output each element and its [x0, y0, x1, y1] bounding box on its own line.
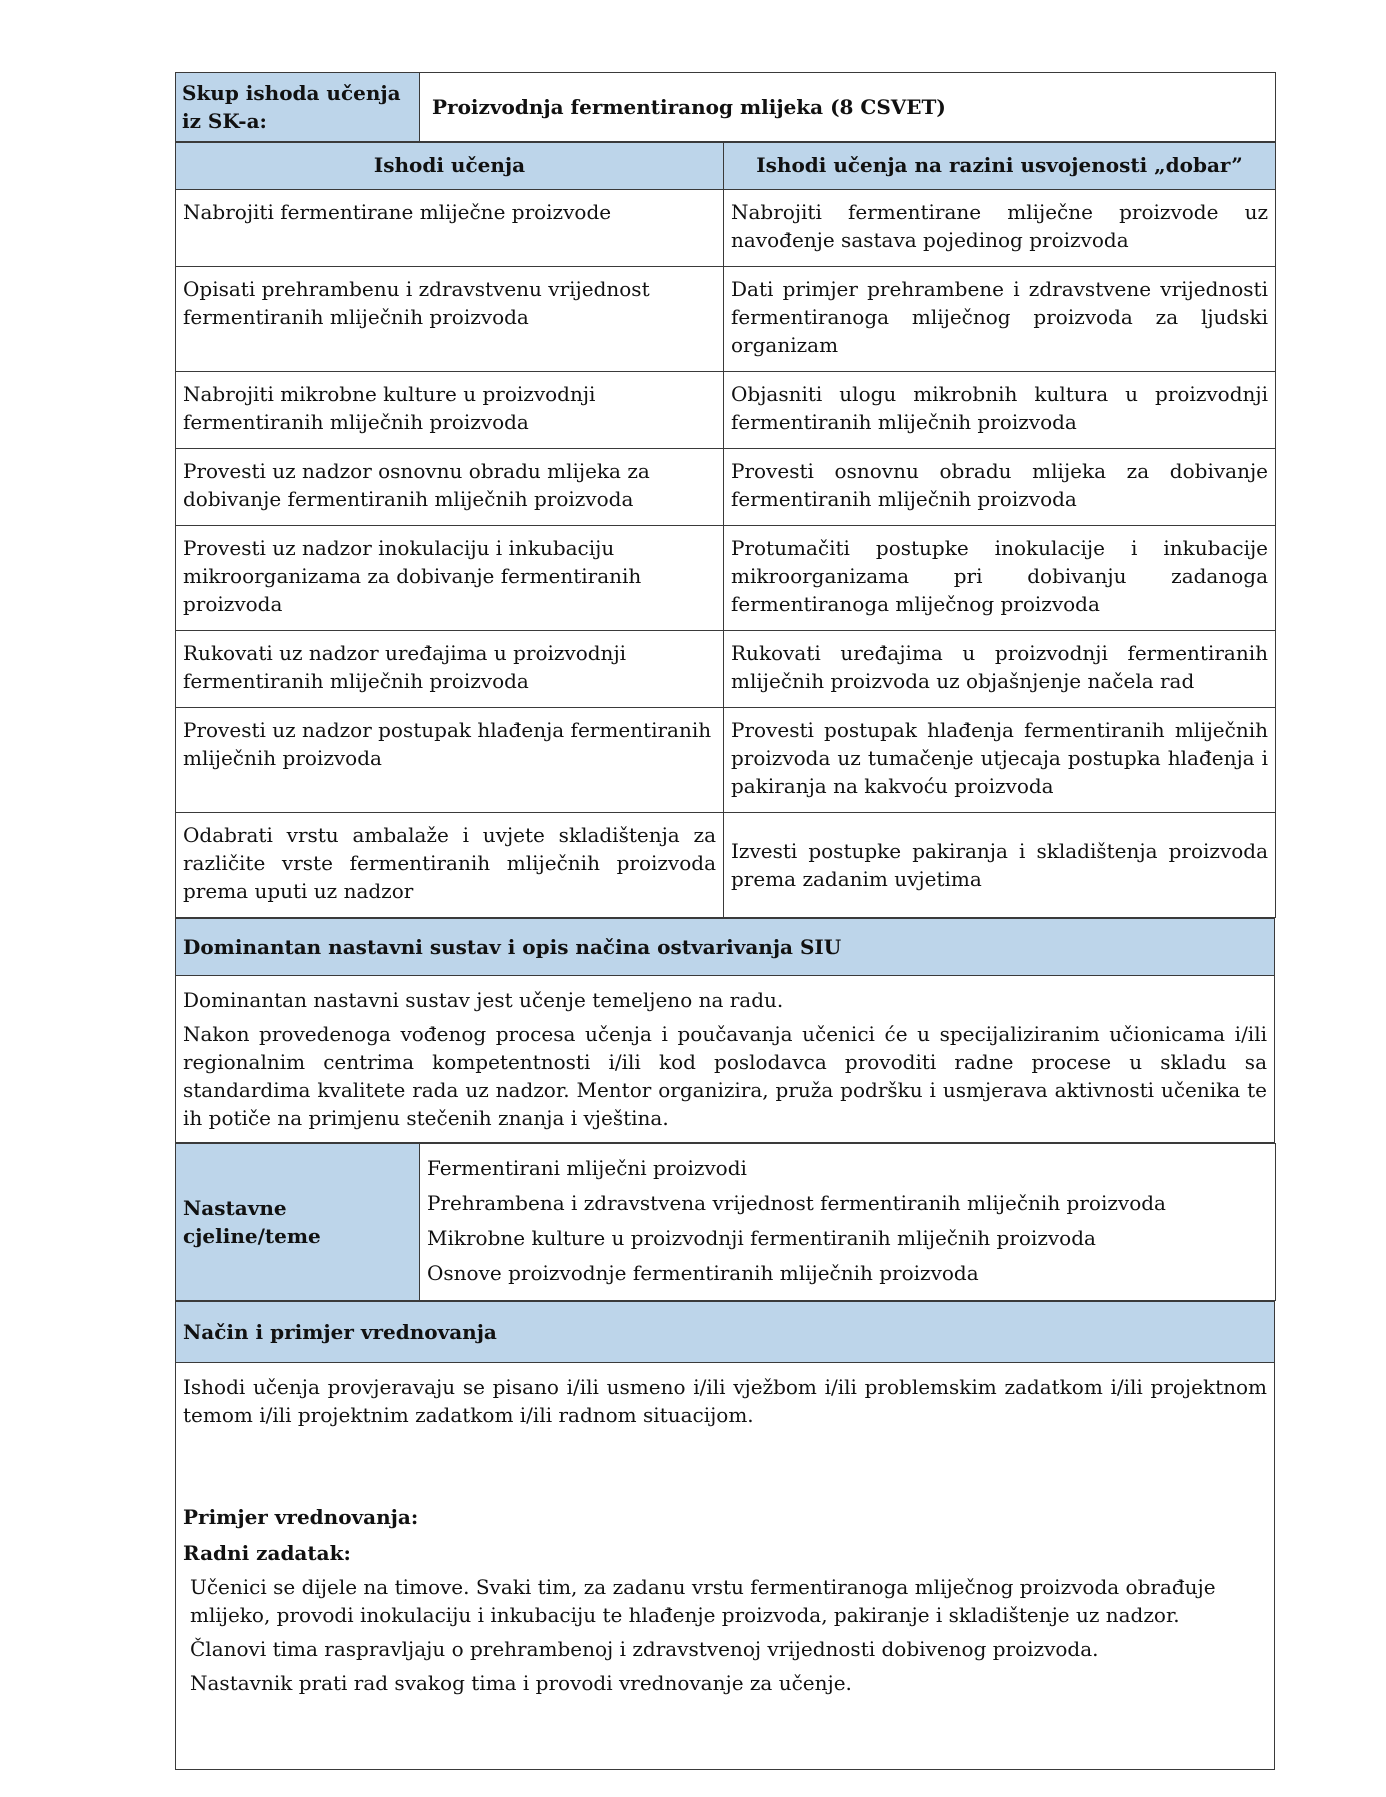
task-paragraph-1: Učenici se dijele na timove. Svaki tim, za zadanu vrstu fermentiranoga mliječnog proizvoda obrađuje mlijeko, provodi inokulaciju i inkubaciju te hlađenje proizvoda, pakiranje i skladištenje uz nadzor.: [190, 1575, 1216, 1627]
list-item: Prehrambena i zdravstvena vrijednost fermentiranih mliječnih proizvoda: [427, 1191, 1166, 1215]
spacer: [183, 1429, 1267, 1495]
teaching-table: [175, 918, 1275, 1143]
topics-table: [175, 1143, 1276, 1301]
table-row: [176, 449, 1276, 526]
outcome-cell: Provesti uz nadzor inokulaciju i inkubaciju mikroorganizama za dobivanje fermentiranih proizvoda: [176, 526, 724, 631]
teaching-header: Dominantan nastavni sustav i opis načina ostvarivanja SIU: [176, 919, 1275, 976]
outcome-cell: Rukovati uz nadzor uređajima u proizvodnji fermentiranih mliječnih proizvoda: [176, 631, 724, 708]
outcome-cell: Opisati prehrambenu i zdravstvenu vrijednost fermentiranih mliječnih proizvoda: [176, 267, 724, 372]
table-row: [176, 631, 1276, 708]
evaluation-table: [175, 1301, 1275, 1770]
good-cell: Protumačiti postupke inokulacije i inkubacije mikroorganizama pri dobivanju zadanoga fermentiranoga mliječnog proizvoda: [724, 526, 1276, 631]
teaching-body: [176, 976, 1275, 1143]
outcome-cell: Nabrojiti mikrobne kulture u proizvodnji fermentiranih mliječnih proizvoda: [176, 372, 724, 449]
good-cell: Rukovati uređajima u proizvodnji fermentiranih mliječnih proizvoda uz objašnjenje načela rad: [724, 631, 1276, 708]
task-label: Radni zadatak:: [183, 1541, 351, 1565]
document: [175, 72, 1275, 1770]
outcome-cell: Provesti uz nadzor postupak hlađenja fermentiranih mliječnih proizvoda: [176, 708, 724, 813]
header-label: Skup ishoda učenja iz SK-a:: [176, 73, 420, 142]
outcome-cell: Provesti uz nadzor osnovnu obradu mlijeka za dobivanje fermentiranih mliječnih proizvoda: [176, 449, 724, 526]
header-title: Proizvodnja fermentiranog mlijeka (8 CSVET): [420, 73, 1276, 142]
good-cell: Dati primjer prehrambene i zdravstvene vrijednosti fermentiranoga mliječnog proizvoda za ljudski organizam: [724, 267, 1276, 372]
outcome-cell: Nabrojiti fermentirane mliječne proizvode: [176, 190, 724, 267]
col-header-good: Ishodi učenja na razini usvojenosti „dobar”: [724, 143, 1276, 190]
good-cell: Nabrojiti fermentirane mliječne proizvode uz navođenje sastava pojedinog proizvoda: [724, 190, 1276, 267]
table-row: [176, 190, 1276, 267]
list-item: Fermentirani mliječni proizvodi: [427, 1156, 747, 1180]
example-label: Primjer vrednovanja:: [183, 1505, 419, 1529]
table-row: [176, 372, 1276, 449]
table-row: [176, 526, 1276, 631]
table-row: [176, 267, 1276, 372]
teaching-paragraph-2: Nakon provedenoga vođenog procesa učenja i poučavanja učenici će u specijaliziranim učionicama i/ili regionalnim centrima kompetentnosti i/ili kod poslodavca provoditi radne procese u skladu sa standardima kvalitete rada uz nadzor. Mentor organizira, pruža podršku i usmjerava aktivnosti učenika te ih potiče na primjenu stečenih znanja i vještina.: [183, 1022, 1267, 1130]
list-item: Osnove proizvodnje fermentiranih mliječnih proizvoda: [427, 1261, 979, 1285]
table-row: [176, 813, 1276, 918]
teaching-paragraph-1: Dominantan nastavni sustav jest učenje temeljeno na radu.: [183, 988, 784, 1012]
task-paragraph-3: Nastavnik prati rad svakog tima i provodi vrednovanje za učenje.: [190, 1671, 852, 1695]
table-row: [176, 708, 1276, 813]
header-table: [175, 72, 1276, 142]
evaluation-intro: Ishodi učenja provjeravaju se pisano i/ili usmeno i/ili vježbom i/ili problemskim zadatkom i/ili projektnom temom i/ili projektnim zadatkom i/ili radnom situacijom.: [183, 1375, 1267, 1427]
good-cell: Izvesti postupke pakiranja i skladištenja proizvoda prema zadanim uvjetima: [724, 813, 1276, 918]
col-header-outcomes: Ishodi učenja: [176, 143, 724, 190]
good-cell: Objasniti ulogu mikrobnih kultura u proizvodnji fermentiranih mliječnih proizvoda: [724, 372, 1276, 449]
evaluation-body: [176, 1363, 1275, 1770]
outcomes-table: [175, 142, 1276, 918]
evaluation-header: Način i primjer vrednovanja: [176, 1302, 1275, 1363]
topics-label: Nastavne cjeline/teme: [176, 1144, 420, 1301]
list-item: Mikrobne kulture u proizvodnji fermentiranih mliječnih proizvoda: [427, 1226, 1096, 1250]
good-cell: Provesti postupak hlađenja fermentiranih mliječnih proizvoda uz tumačenje utjecaja postupka hlađenja i pakiranja na kakvoću proizvoda: [724, 708, 1276, 813]
task-paragraph-2: Članovi tima raspravljaju o prehrambenoj i zdravstvenoj vrijednosti dobivenog proizvoda.: [190, 1637, 1099, 1661]
topics-list: [420, 1144, 1276, 1301]
outcome-cell: Odabrati vrstu ambalaže i uvjete skladištenja za različite vrste fermentiranih mliječnih proizvoda prema uputi uz nadzor: [176, 813, 724, 918]
good-cell: Provesti osnovnu obradu mlijeka za dobivanje fermentiranih mliječnih proizvoda: [724, 449, 1276, 526]
